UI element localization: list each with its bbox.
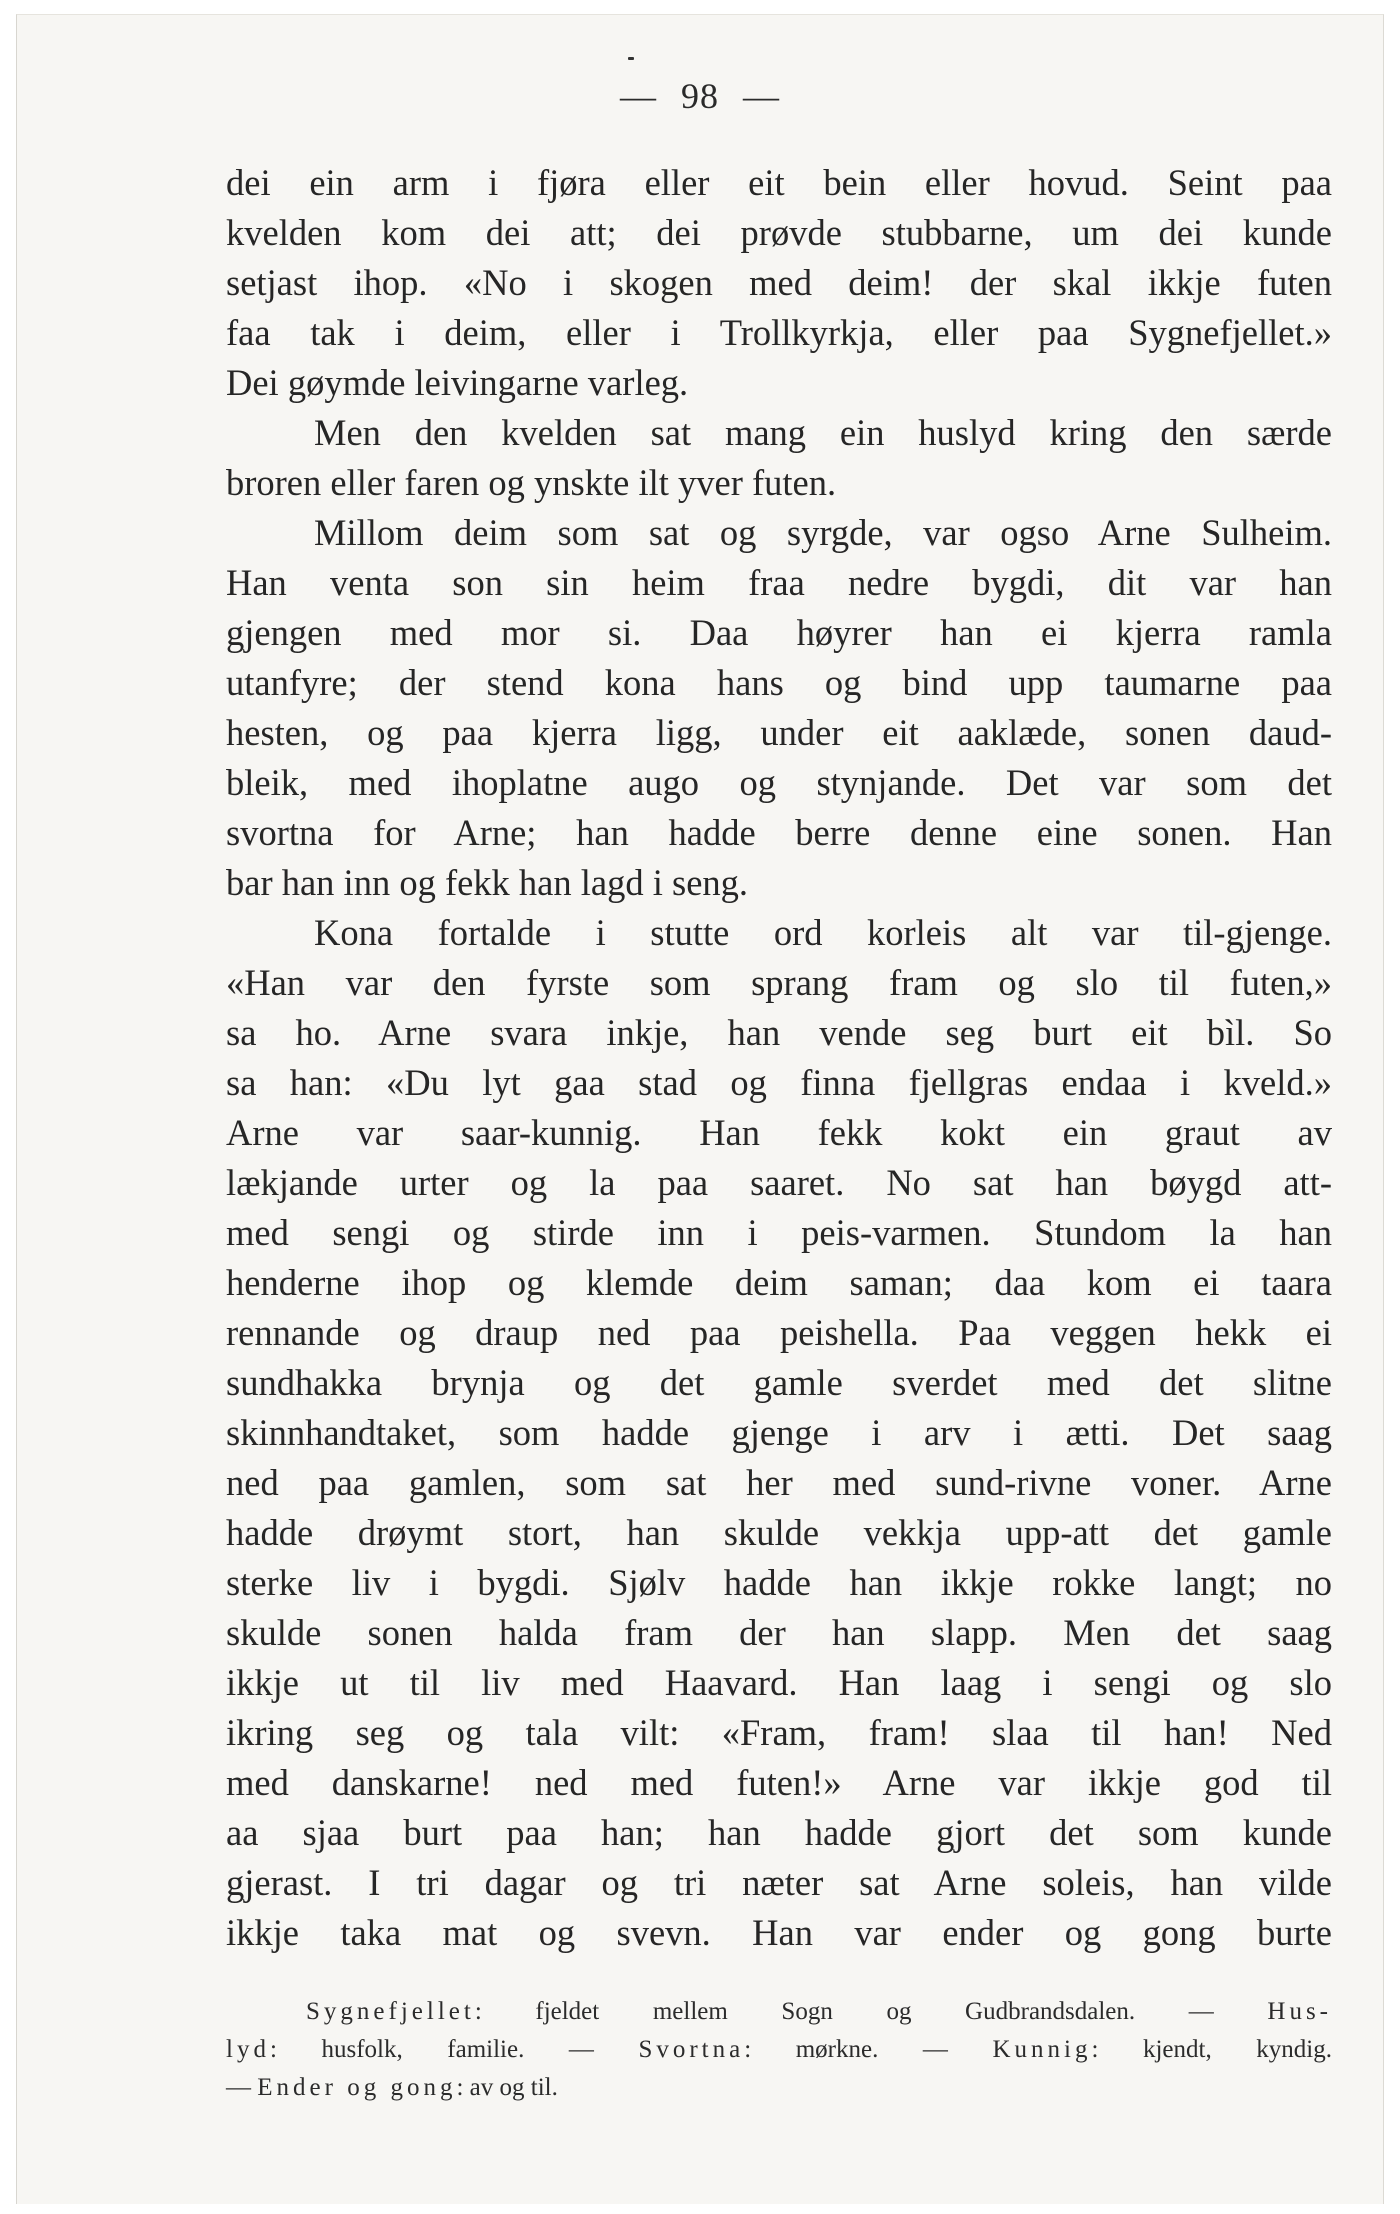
footnote-line [226, 1993, 1332, 2031]
text-line: setjast ihop. «No i skogen med deim! der skal ikkje futen [226, 262, 1332, 303]
footnote-term: Ender og gong [257, 2074, 457, 2101]
text-line: Men den kvelden sat mang ein huslyd kring den særde [314, 412, 1332, 453]
text-line: svortna for Arne; han hadde berre denne eine sonen. Han [226, 812, 1332, 853]
footnote-term: Kunnig [992, 2036, 1092, 2063]
footnotes [226, 1993, 1332, 2107]
text-line: hadde drøymt stort, han skulde vekkja upp-att det gamle [226, 1512, 1332, 1553]
text-line: hesten, og paa kjerra ligg, under eit aaklæde, sonen daud- [226, 712, 1332, 753]
text-line: skulde sonen halda fram der han slapp. Men det saag [226, 1612, 1332, 1653]
text-line: aa sjaa burt paa han; han hadde gjort det som kunde [226, 1812, 1332, 1853]
text-line: ikkje taka mat og svevn. Han var ender og gong burte [226, 1912, 1332, 1953]
text-line: Dei gøymde leivingarne varleg. [226, 362, 689, 403]
text-line: rennande og draup ned paa peishella. Paa veggen hekk ei [226, 1312, 1332, 1353]
text-line: broren eller faren og ynskte ilt yver futen. [226, 462, 837, 503]
footnote-definition: : kjendt, kyndig. [1091, 2036, 1332, 2063]
footnote-definition: : mørkne. — [744, 2036, 993, 2063]
text-line: sterke liv i bygdi. Sjølv hadde han ikkje rokke langt; no [226, 1562, 1332, 1603]
footnote-term: Hus- [1267, 1998, 1332, 2025]
page-number: 98 [681, 76, 719, 116]
text-line: gjerast. I tri dagar og tri næter sat Arne soleis, han vilde [226, 1862, 1332, 1903]
text-line: Millom deim som sat og syrgde, var ogso Arne Sulheim. [314, 512, 1332, 553]
text-line: ikkje ut til liv med Haavard. Han laag i sengi og slo [226, 1662, 1332, 1703]
text-line: henderne ihop og klemde deim saman; daa kom ei taara [226, 1262, 1332, 1303]
text-line: sa han: «Du lyt gaa stad og finna fjellgras endaa i kveld.» [226, 1062, 1332, 1103]
text-line: dei ein arm i fjøra eller eit bein eller hovud. Seint paa [226, 162, 1332, 203]
footnote-term: lyd [226, 2036, 270, 2063]
text-line: Arne var saar-kunnig. Han fekk kokt ein graut av [226, 1112, 1332, 1153]
text-line: utanfyre; der stend kona hans og bind upp taumarne paa [226, 662, 1332, 703]
ink-speck [628, 57, 634, 60]
text-line: Han venta son sin heim fraa nedre bygdi, dit var han [226, 562, 1332, 603]
text-line: med danskarne! ned med futen!» Arne var ikkje god til [226, 1762, 1332, 1803]
footnote-definition: : fjeldet mellem Sogn og Gudbrandsdalen. — [474, 1998, 1268, 2025]
text-line: ikring seg og tala vilt: «Fram, fram! slaa til han! Ned [226, 1712, 1332, 1753]
page-number-dash-left: — [620, 76, 657, 116]
text-line: «Han var den fyrste som sprang fram og slo til futen,» [226, 962, 1332, 1003]
footnote-line [226, 2069, 1332, 2107]
text-line: sundhakka brynja og det gamle sverdet med det slitne [226, 1362, 1332, 1403]
body-text [226, 158, 1332, 1958]
text-line: ned paa gamlen, som sat her med sund-rivne voner. Arne [226, 1462, 1332, 1503]
text-line: bleik, med ihoplatne augo og stynjande. Det var som det [226, 762, 1332, 803]
text-line: skinnhandtaket, som hadde gjenge i arv i ætti. Det saag [226, 1412, 1332, 1453]
text-line: med sengi og stirde inn i peis-varmen. Stundom la han [226, 1212, 1332, 1253]
text-line: bar han inn og fekk han lagd i seng. [226, 862, 749, 903]
text-line: Kona fortalde i stutte ord korleis alt var til-gjenge. [314, 912, 1332, 953]
footnote-term: Svortna [638, 2036, 745, 2063]
footnote-definition: : av og til. [456, 2074, 558, 2101]
text-line: sa ho. Arne svara inkje, han vende seg burt eit bìl. So [226, 1012, 1332, 1053]
text-line: kvelden kom dei att; dei prøvde stubbarne, um dei kunde [226, 212, 1332, 253]
text-line: faa tak i deim, eller i Trollkyrkja, eller paa Sygnefjellet.» [226, 312, 1332, 353]
footnote-dash: — [226, 2074, 258, 2101]
text-line: lækjande urter og la paa saaret. No sat han bøygd att- [226, 1162, 1332, 1203]
page-number-header [0, 75, 1400, 117]
footnote-term: Sygnefjellet [306, 1998, 475, 2025]
text-line: gjengen med mor si. Daa høyrer han ei kjerra ramla [226, 612, 1332, 653]
footnote-definition: : husfolk, familie. — [269, 2036, 639, 2063]
footnote-line [226, 2031, 1332, 2069]
page-number-dash-right: — [743, 76, 780, 116]
